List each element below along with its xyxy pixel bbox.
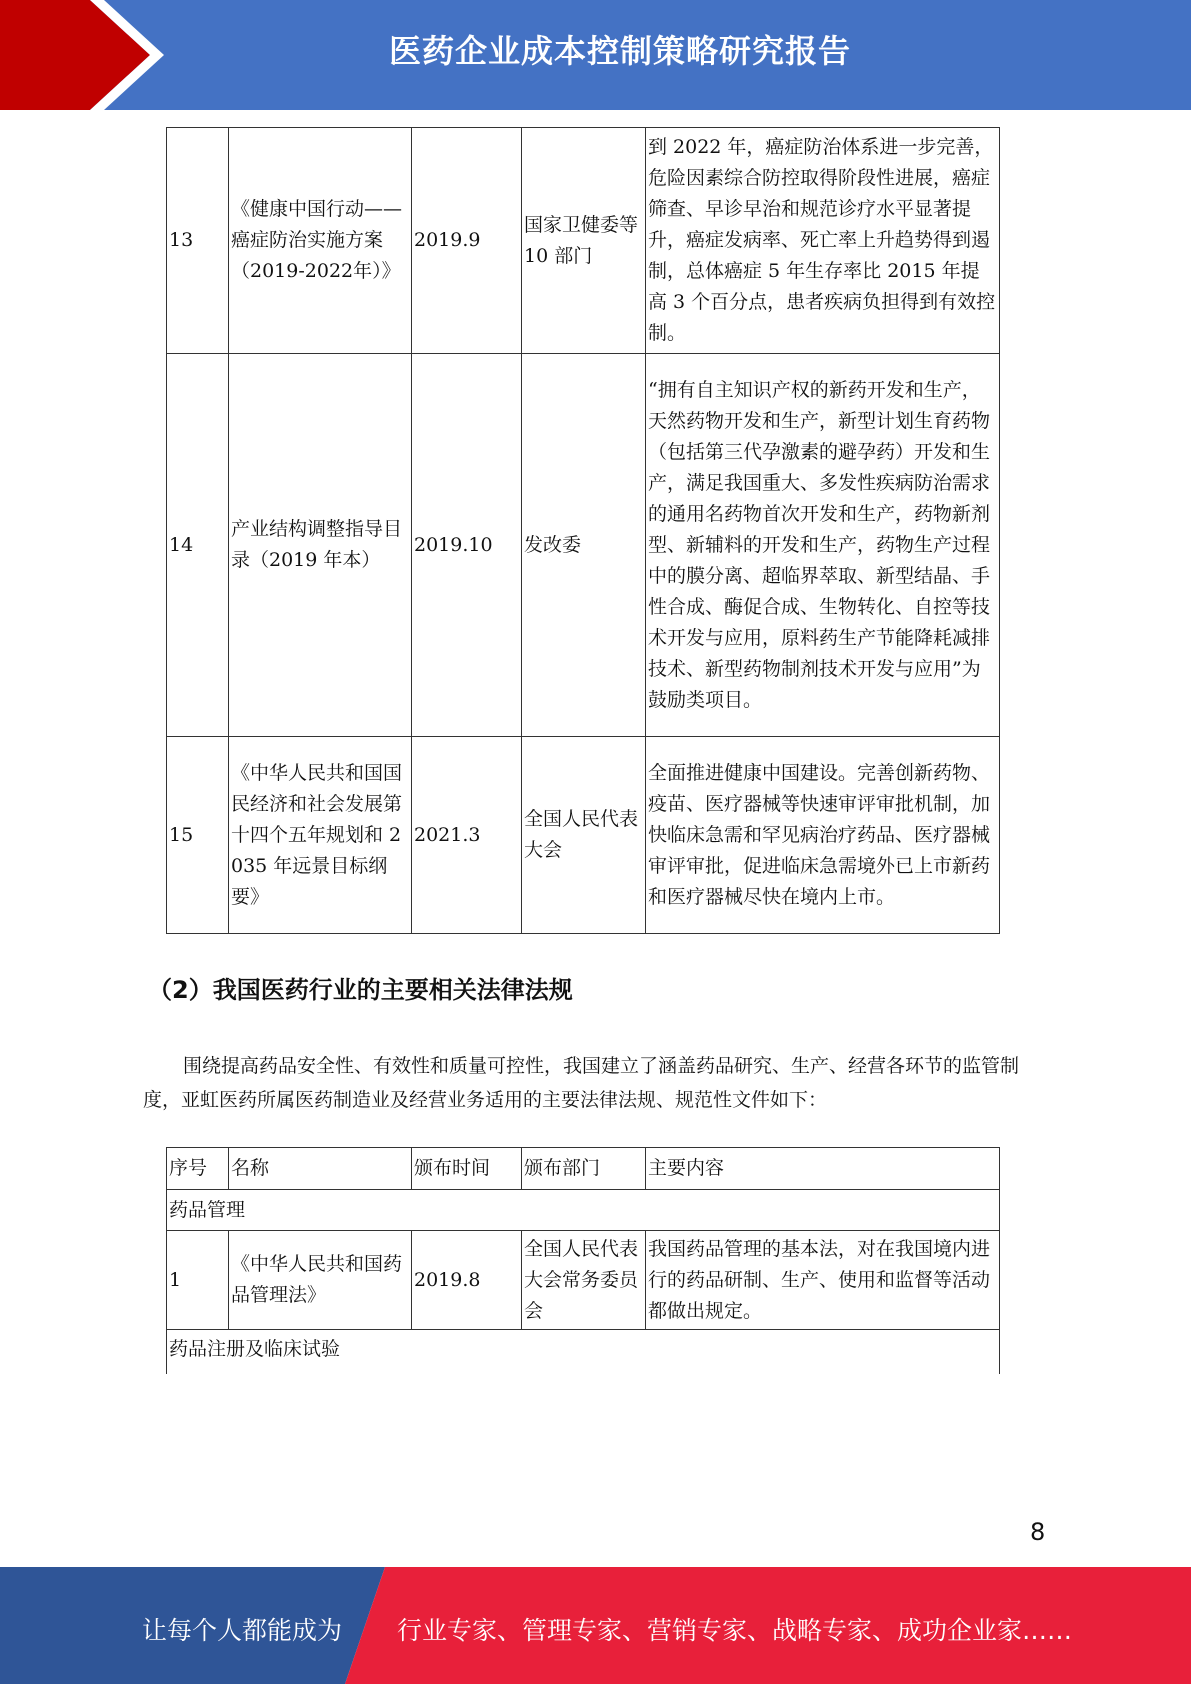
row-date: 2019.8 <box>412 1231 522 1330</box>
row-content: 全面推进健康中国建设。完善创新药物、疫苗、医疗器械等快速审评审批机制，加快临床急需和罕见病治疗药品、医疗器械审评审批，促进临床急需境外已上市新药和医疗器械尽快在境内上市。 <box>646 737 1000 934</box>
row-name: 《中华人民共和国国民经济和社会发展第十四个五年规划和 2035 年远景目标纲要》 <box>229 737 412 934</box>
category-label: 药品管理 <box>167 1190 1000 1231</box>
table-header-row <box>167 1148 1000 1190</box>
row-index: 14 <box>167 354 229 737</box>
footer-slogan-left: 让每个人都能成为 <box>142 1616 343 1645</box>
row-department: 全国人民代表大会常务委员会 <box>522 1231 646 1330</box>
header-department: 颁布部门 <box>522 1148 646 1190</box>
footer-slogan-right: 行业专家、管理专家、营销专家、战略专家、成功企业家…… <box>397 1616 1073 1645</box>
section-paragraph: 围绕提高药品安全性、有效性和质量可控性，我国建立了涵盖药品研究、生产、经营各环节的监管制度，亚虹医药所属医药制造业及经营业务适用的主要法律法规、规范性文件如下： <box>143 1055 1020 1111</box>
report-title: 医药企业成本控制策略研究报告 <box>388 32 851 70</box>
page-header <box>0 0 1191 110</box>
table-row <box>167 737 1000 934</box>
table-row <box>167 354 1000 737</box>
category-row <box>167 1330 1000 1375</box>
header-date: 颁布时间 <box>412 1148 522 1190</box>
row-index: 13 <box>167 128 229 354</box>
row-name: 《健康中国行动——癌症防治实施方案（2019-2022年）》 <box>229 128 412 354</box>
row-date: 2021.3 <box>412 737 522 934</box>
row-department: 全国人民代表大会 <box>522 737 646 934</box>
row-date: 2019.9 <box>412 128 522 354</box>
category-label: 药品注册及临床试验 <box>167 1330 1000 1375</box>
page-footer <box>0 1567 1191 1684</box>
row-content: 我国药品管理的基本法，对在我国境内进行的药品研制、生产、使用和监督等活动都做出规定。 <box>646 1231 1000 1330</box>
row-name: 产业结构调整指导目录（2019 年本） <box>229 354 412 737</box>
row-content: “拥有自主知识产权的新药开发和生产，天然药物开发和生产，新型计划生育药物（包括第三代孕激素的避孕药）开发和生产，满足我国重大、多发性疾病防治需求的通用名药物首次开发和生产，药物新剂型、新辅料的开发和生产，药物生产过程中的膜分离、超临界萃取、新型结晶、手性合成、酶促合成、生物转化、自控等技术开发与应用，原料药生产节能降耗减排技术、新型药物制剂技术开发与应用”为鼓励类项目。 <box>646 354 1000 737</box>
category-row <box>167 1190 1000 1231</box>
law-table <box>166 1147 1000 1374</box>
section-heading: （2）我国医药行业的主要相关法律法规 <box>148 976 573 1004</box>
page-number: 8 <box>1030 1518 1046 1546</box>
row-department: 国家卫健委等 10 部门 <box>522 128 646 354</box>
table-row <box>167 128 1000 354</box>
header-name: 名称 <box>229 1148 412 1190</box>
row-department: 发改委 <box>522 354 646 737</box>
row-content: 到 2022 年，癌症防治体系进一步完善，危险因素综合防控取得阶段性进展，癌症筛查、早诊早治和规范诊疗水平显著提升，癌症发病率、死亡率上升趋势得到遏制，总体癌症 5 年生存率比 2015 年提高 3 个百分点，患者疾病负担得到有效控制。 <box>646 128 1000 354</box>
header-index: 序号 <box>167 1148 229 1190</box>
row-index: 15 <box>167 737 229 934</box>
row-name: 《中华人民共和国药品管理法》 <box>229 1231 412 1330</box>
policy-table <box>166 127 1000 934</box>
table-row <box>167 1231 1000 1330</box>
row-index: 1 <box>167 1231 229 1330</box>
header-content: 主要内容 <box>646 1148 1000 1190</box>
row-date: 2019.10 <box>412 354 522 737</box>
